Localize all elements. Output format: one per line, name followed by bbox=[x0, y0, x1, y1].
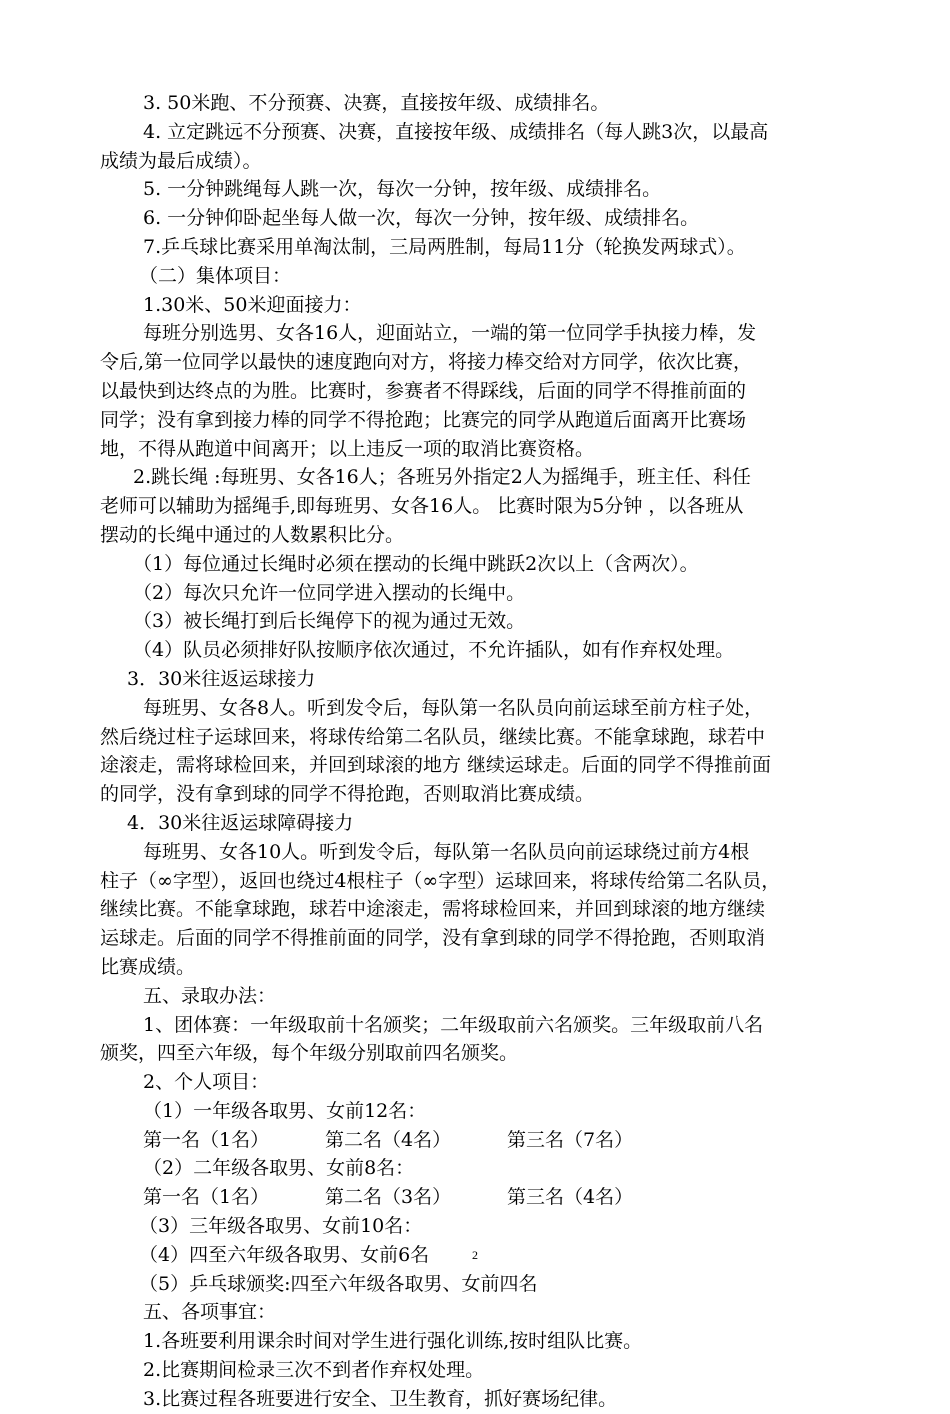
text-line: 每班分别选男、女各16人，迎面站立，一端的第一位同学手执接力棒，发 bbox=[143, 322, 757, 345]
text-line: 3．30米往返运球接力 bbox=[127, 667, 316, 690]
text-line: 2、个人项目： bbox=[143, 1071, 270, 1094]
text-line: 老师可以辅助为摇绳手,即每班男、女各16人。 比赛时限为5分钟 ，以各班从 bbox=[100, 495, 744, 518]
text-line: 地，不得从跑道中间离开；以上违反一项的取消比赛资格。 bbox=[100, 437, 595, 460]
text-line: 每班男、女各10人。听到发令后，每队第一名队员向前运球绕过前方4根 bbox=[143, 840, 750, 863]
text-line: 6. 一分钟仰卧起坐每人做一次，每次一分钟，按年级、成绩排名。 bbox=[143, 207, 700, 230]
text-line: 的同学，没有拿到球的同学不得抢跑，否则取消比赛成绩。 bbox=[100, 783, 595, 806]
text-line: 五、各项事宜： bbox=[143, 1301, 277, 1324]
text-line: （3）被长绳打到后长绳停下的视为通过无效。 bbox=[133, 610, 526, 633]
placing-item: 第二名（4名） bbox=[325, 1128, 452, 1151]
placing-item: 第一名（1名） bbox=[143, 1128, 270, 1151]
text-line: 成绩为最后成绩）。 bbox=[100, 149, 262, 172]
text-line: 2.比赛期间检录三次不到者作弃权处理。 bbox=[143, 1359, 485, 1382]
text-line: 颁奖，四至六年级，每个年级分别取前四名颁奖。 bbox=[100, 1042, 519, 1065]
text-line: （3）三年级各取男、女前10名： bbox=[139, 1215, 423, 1238]
placing-item: 第二名（3名） bbox=[325, 1186, 452, 1209]
document-body bbox=[100, 89, 860, 1414]
text-line: 摆动的长绳中通过的人数累积比分。 bbox=[100, 523, 405, 546]
text-line: 5. 一分钟跳绳每人跳一次，每次一分钟，按年级、成绩排名。 bbox=[143, 178, 662, 201]
text-line: 1.30米、50米迎面接力： bbox=[143, 293, 362, 316]
text-line: （5）乒乓球颁奖:四至六年级各取男、女前四名 bbox=[139, 1272, 538, 1295]
page-number: 2 bbox=[472, 1248, 478, 1262]
text-line: （1）每位通过长绳时必须在摆动的长绳中跳跃2次以上（含两次）。 bbox=[133, 552, 699, 575]
text-line: 运球走。后面的同学不得推前面的同学，没有拿到球的同学不得抢跑，否则取消 bbox=[100, 927, 766, 950]
text-line: 2.跳长绳 :每班男、女各16人；各班另外指定2人为摇绳手，班主任、科任 bbox=[133, 466, 751, 489]
text-line: 3. 50米跑、不分预赛、决赛，直接按年级、成绩排名。 bbox=[143, 92, 610, 114]
text-line: 继续比赛。不能拿球跑，球若中途滚走，需将球检回来，并回到球滚的地方继续 bbox=[100, 898, 766, 921]
text-line: 然后绕过柱子运球回来，将球传给第二名队员，继续比赛。不能拿球跑，球若中 bbox=[100, 725, 766, 748]
text-line: 途滚走，需将球检回来，并回到球滚的地方 继续运球走。后面的同学不得推前面 bbox=[100, 754, 772, 777]
placing-row bbox=[100, 1126, 860, 1155]
text-line: 以最快到达终点的为胜。比赛时，参赛者不得踩线，后面的同学不得推前面的 bbox=[100, 379, 747, 402]
text-line: （二）集体项目： bbox=[139, 264, 292, 287]
text-line: 4．30米往返运球障碍接力 bbox=[127, 811, 354, 834]
text-line: （4）四至六年级各取男、女前6名 bbox=[139, 1243, 430, 1266]
text-line: （1）一年级各取男、女前12名： bbox=[143, 1099, 427, 1122]
placing-item: 第一名（1名） bbox=[143, 1186, 270, 1209]
text-line: 1.各班要利用课余时间对学生进行强化训练,按时组队比赛。 bbox=[143, 1330, 643, 1353]
text-line: 五、录取办法： bbox=[143, 984, 277, 1007]
placing-item: 第三名（7名） bbox=[507, 1128, 634, 1151]
text-line: 1、团体赛：一年级取前十名颁奖；二年级取前六名颁奖。三年级取前八名 bbox=[143, 1013, 764, 1036]
placing-item: 第三名（4名） bbox=[507, 1186, 634, 1209]
text-line: （4）队员必须排好队按顺序依次通过，不允许插队，如有作弃权处理。 bbox=[133, 639, 735, 662]
text-line: （2）二年级各取男、女前8名： bbox=[143, 1157, 415, 1180]
text-line: 同学；没有拿到接力棒的同学不得抢跑；比赛完的同学从跑道后面离开比赛场 bbox=[100, 408, 747, 431]
text-line: 4. 立定跳远不分预赛、决赛，直接按年级、成绩排名（每人跳3次，以最高 bbox=[143, 120, 769, 143]
text-line: 3.比赛过程各班要进行安全、卫生教育，抓好赛场纪律。 bbox=[143, 1387, 618, 1410]
text-line: 令后,第一位同学以最快的速度跑向对方，将接力棒交给对方同学，依次比赛， bbox=[100, 351, 753, 374]
text-line: （2）每次只允许一位同学进入摆动的长绳中。 bbox=[133, 581, 526, 604]
text-line: 7.乒乓球比赛采用单淘汰制，三局两胜制，每局11分（轮换发两球式）。 bbox=[143, 235, 746, 258]
text-line: 比赛成绩。 bbox=[100, 955, 196, 978]
text-line: 柱子（∞字型），返回也绕过4根柱子（∞字型）运球回来，将球传给第二名队员， bbox=[100, 869, 781, 892]
text-line: 每班男、女各8人。听到发令后，每队第一名队员向前运球至前方柱子处， bbox=[143, 696, 764, 719]
placing-row bbox=[100, 1183, 860, 1212]
